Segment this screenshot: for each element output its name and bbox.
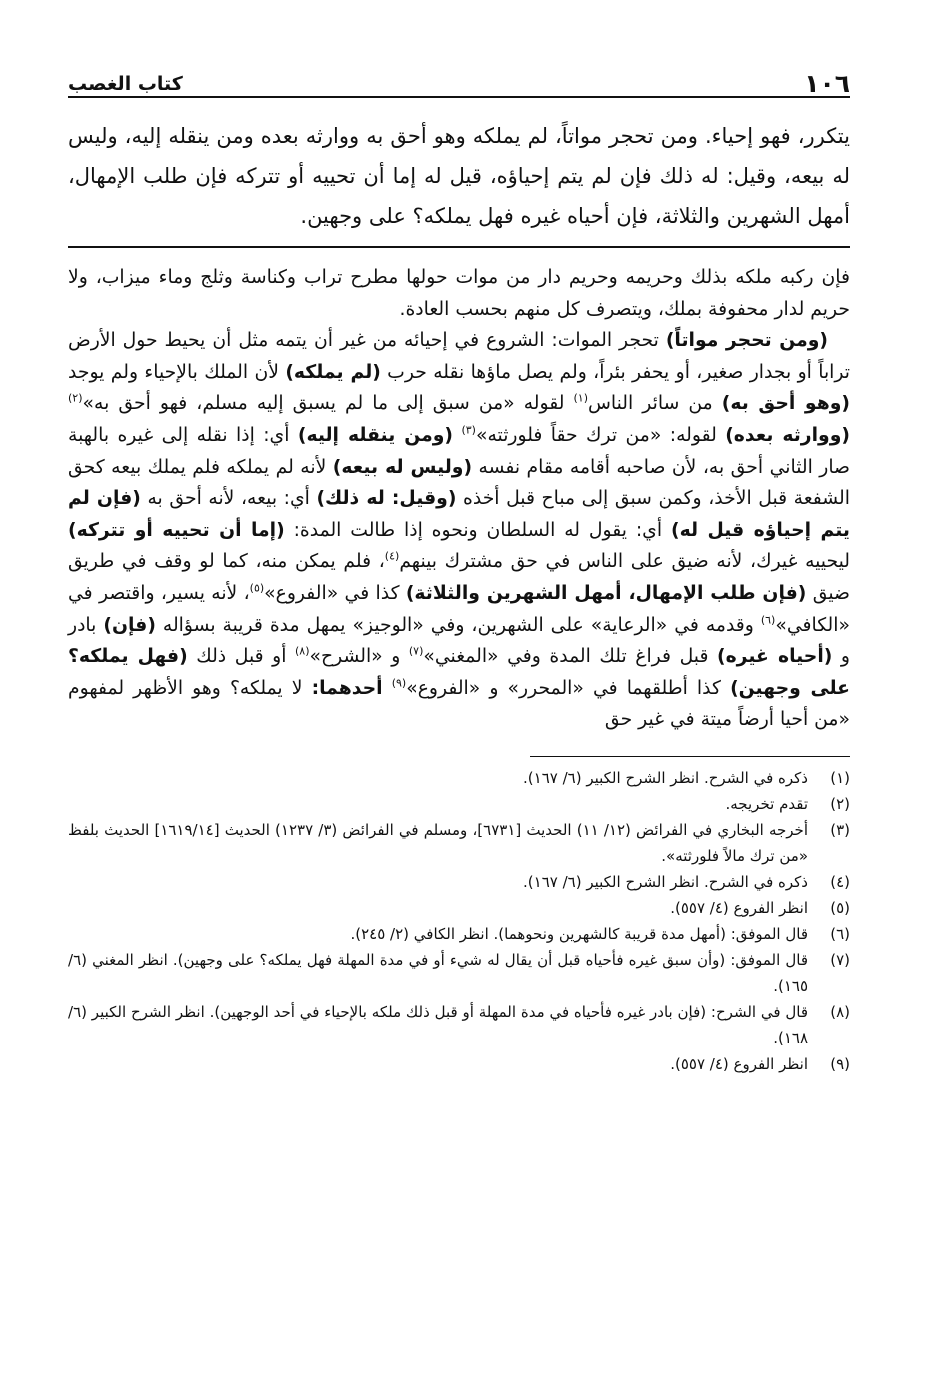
main-text: يتكرر، فهو إحياء. ومن تحجر مواتاً، لم يملكه وهو أحق به ووارثه بعده ومن ينقله إليه، وليس له بيعه، وقيل: له ذلك فإن لم يتم إحياؤه، قيل له إما أن تحييه أو تتركه فإن طلب الإمهال، أمهل الشهرين والثلاثة، فإن أحياه غيره فهل يملكه؟ على وجهين. [68,124,850,228]
footnote [68,817,850,869]
commentary-paragraph-2 [68,325,850,736]
footnote-text: أخرجه البخاري في الفرائض (١٢/ ١١) الحديث [٦٧٣١]، ومسلم في الفرائض (٣/ ١٢٣٧) الحديث [١٦١٩/١٤] الحديث بلفظ «من ترك مالاً فلورثته». [68,820,808,865]
footnote-text: ذكره في الشرح. انظر الشرح الكبير (٦/ ١٦٧). [523,872,808,891]
footnote-text: ذكره في الشرح. انظر الشرح الكبير (٦/ ١٦٧). [523,768,808,787]
commentary-text: لا يملكه؟ وهو الأظهر لمفهوم «من أحيا أرضاً ميتة في غير حق [68,677,850,731]
footnote-number: (٥) [830,898,850,917]
footnotes [68,765,850,1077]
main-divider [68,246,850,248]
commentary-text: لأن الملك بالإحياء ولم يوجد [68,361,286,383]
commentary-text: كذا أطلقهما في «المحرر» و «الفروع» [406,677,731,699]
commentary-text: قبل فراغ تلك المدة وفي «المغني» [423,646,718,668]
bold-quote: (وقيل: له ذلك) [316,488,457,510]
footnote-number: (٧) [830,950,850,969]
footnote-ref[interactable]: (٤) [384,550,400,564]
footnote [68,895,850,921]
bold-quote: (أحياه غيره) [717,646,833,668]
footnote-number: (٢) [830,794,850,813]
footnote-number: (٨) [830,1002,850,1021]
footnote [68,999,850,1051]
bold-quote: (فهل يملكه؟ على وجهين) [68,646,850,699]
footnote-text: قال الموفق: (وأن سبق غيره فأحياه قبل أن يقال له شيء أو في مدة المهلة فهل يملكه؟ على وجهين). انظر المغني (٦/ ١٦٥). [68,950,808,995]
commentary-text: تحجر الموات: الشروع في إحيائه من غير أن يتمه مثل أن يحيط حول الأرض تراباً أو بجدار صغير، أو يحفر بئراً، ولم يصل ماؤها نقله حرب [68,330,850,383]
bold-quote: (فإن لم يتم إحياؤه قيل له) [68,488,850,541]
footnote-ref[interactable]: (٥) [249,581,265,595]
footnote-text: انظر الفروع (٤/ ٥٥٧). [670,1054,808,1073]
footnote-ref[interactable]: (١) [573,392,588,406]
footnote [68,947,850,999]
footnote-number: (٤) [830,872,850,891]
commentary-paragraph-1: فإن ركبه ملكه بذلك وحريمه وحريم دار من موات حولها مطرح تراب وكناسة وثلج وماء ميزاب، ولا حريم لدار محفوفة بملك، ويتصرف كل منهم بحسب العادة. [68,267,850,320]
commentary-text: لقوله: «من ترك حقاً فلورثته» [475,424,726,446]
commentary-text: أي: بيعه، لأنه أحق به [140,488,317,510]
footnote-divider [530,756,850,757]
footnote-ref[interactable]: (٩) [391,676,407,690]
footnote [68,1051,850,1077]
page-number: ١٠٦ [804,69,850,98]
commentary-text: أو قبل ذلك [187,646,295,668]
commentary-text: بادر و [68,614,850,668]
commentary-text: من سائر الناس [587,393,722,415]
footnote [68,921,850,947]
bold-quote: (وهو أحق به) [721,393,850,415]
commentary-text: لأنه لم يملكه فلم يملك بيعه كحق الشفعة قبل الأخذ، وكمن سبق إلى مباح قبل أخذه [68,456,850,510]
bold-quote: أحدهما: [311,677,383,699]
footnote [68,869,850,895]
page-header [68,56,850,98]
bold-quote: (فإن) [103,614,156,636]
footnote-number: (١) [830,768,850,787]
commentary-text: أي: يقول له السلطان ونحوه إذا طالت المدة: [284,519,671,541]
footnote [68,791,850,817]
commentary [68,262,850,736]
footnote-number: (٣) [830,820,850,839]
page [68,56,850,1077]
bold-quote: (فإن طلب الإمهال، أمهل الشهرين والثلاثة) [405,582,807,604]
commentary-text: وقدمه في «الرعاية» على الشهرين، وفي «الوجيز» يمهل مدة قريبة بسؤاله [155,614,761,636]
commentary-text: كذا في «الفروع» [264,582,406,604]
footnote-text: تقدم تخريجه. [725,794,808,813]
commentary-text: ، لأنه يسير، واقتصر في «الكافي» [68,582,850,636]
bold-quote: (ووارثه بعده) [725,424,850,446]
footnote-text: انظر الفروع (٤/ ٥٥٧). [670,898,808,917]
commentary-text: أي: إذا نقله إلى غيره بالهبة صار الثاني أحق به، لأن صاحبه أقامه مقام نفسه [68,424,850,478]
footnote-ref[interactable]: (٢) [68,392,83,406]
bold-quote: (وليس له بيعه) [332,456,473,478]
footnote-ref[interactable]: (٨) [295,644,310,658]
footnote-ref[interactable]: (٦) [760,613,776,627]
book-title: كتاب الغصب [68,73,183,96]
footnote-number: (٩) [830,1054,850,1073]
footnote [68,765,850,791]
footnote-ref[interactable]: (٧) [408,644,424,658]
bold-quote: (ومن تحجر مواتاً) [665,330,829,352]
commentary-text: و «الشرح» [309,646,409,668]
bold-quote: (إما أن تحييه أو تتركه) [68,519,285,541]
footnote-ref[interactable]: (٣) [461,423,476,437]
commentary-text: لقوله «من سبق إلى ما لم يسبق إليه مسلم، فهو أحق به» [82,393,574,415]
footnote-text: قال الموفق: (أمهل مدة قريبة كالشهرين ونحوهما). انظر الكافي (٢/ ٢٤٥). [350,924,808,943]
commentary-text: ليحييه غيرك، لأنه ضيق على الناس في حق مشترك بينهم [399,551,850,573]
footnote-number: (٦) [830,924,850,943]
commentary-text [383,678,392,699]
bold-quote: (لم يملكه) [285,361,381,383]
bold-quote: (ومن ينقله إليه) [297,424,454,446]
commentary-text: ، فلم يمكن منه، كما لو وقف في طريق ضيق [68,551,850,604]
footnote-text: قال في الشرح: (فإن بادر غيره فأحياه في مدة المهلة أو قبل ذلك ملكه بالإحياء في أحد الوجهين). انظر الشرح الكبير (٦/ ١٦٨). [68,1002,808,1047]
